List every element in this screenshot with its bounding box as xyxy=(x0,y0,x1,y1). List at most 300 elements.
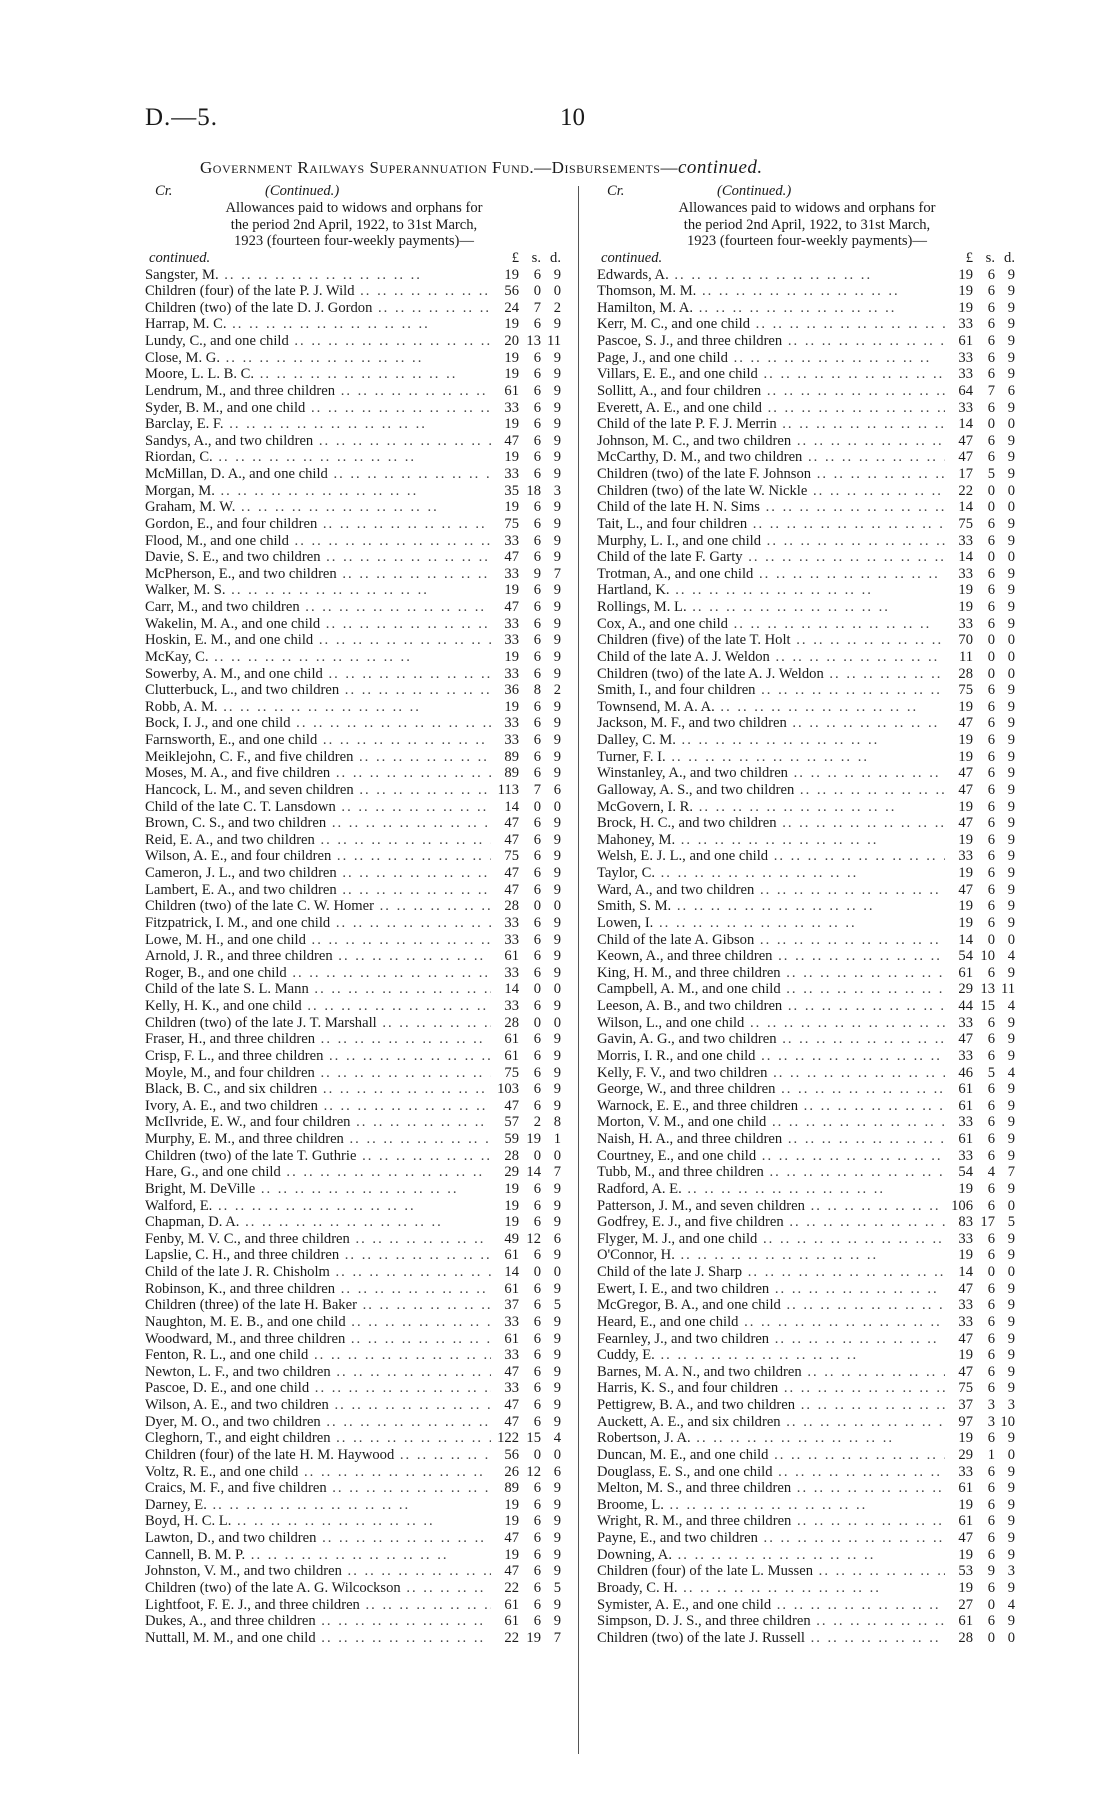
amount xyxy=(945,932,1017,949)
pounds-value: 57 xyxy=(504,1114,519,1131)
pence-value: 9 xyxy=(553,1180,561,1197)
recipient-name: Carr, M., and two children .. .. xyxy=(145,599,491,616)
pounds-value: 19 xyxy=(958,1496,973,1513)
allowance-row xyxy=(597,1281,1017,1298)
recipient-name: Harrap, M. C. .. .. xyxy=(145,316,491,333)
recipient-name: Wilson, A. E., and four children .. .. xyxy=(145,848,491,865)
amount xyxy=(945,1380,1017,1397)
recipient-name: Roger, B., and one child .. .. xyxy=(145,965,491,982)
amount xyxy=(491,981,563,998)
amount xyxy=(491,699,563,716)
pence-value: 0 xyxy=(553,798,561,815)
shillings-value: 6 xyxy=(987,1297,995,1314)
recipient-name: Payne, E., and two children .. .. xyxy=(597,1530,945,1547)
pounds-value: 36 xyxy=(504,682,519,699)
allowance-row xyxy=(145,1397,563,1414)
recipient-name: Downing, A. .. .. xyxy=(597,1547,945,1564)
pounds-value: 47 xyxy=(958,1530,973,1546)
pounds-value: 47 xyxy=(958,1031,973,1048)
allowance-row xyxy=(597,898,1017,915)
pence-value: 0 xyxy=(1007,1197,1015,1214)
recipient-name: Cox, A., and one child .. .. xyxy=(597,616,945,633)
amount xyxy=(491,1247,563,1264)
shillings-value: 6 xyxy=(533,316,541,333)
amount xyxy=(945,316,1017,333)
pence-value: 9 xyxy=(1007,1496,1015,1513)
pounds-value: 33 xyxy=(958,532,973,549)
amount xyxy=(945,965,1017,982)
pence-value: 9 xyxy=(1007,964,1015,981)
allowance-row xyxy=(597,1048,1017,1065)
pence-value: 0 xyxy=(1007,931,1015,948)
allowance-row xyxy=(145,1613,563,1630)
shillings-value: 6 xyxy=(533,532,541,549)
pence-value: 9 xyxy=(553,449,561,466)
amount xyxy=(491,1198,563,1215)
recipient-name: O'Connor, H. .. .. xyxy=(597,1247,945,1264)
pounds-value: 19 xyxy=(504,266,519,283)
recipient-name: Page, J., and one child .. .. xyxy=(597,350,945,367)
shillings-value: 6 xyxy=(533,1563,541,1580)
recipient-name: George, W., and three children .. .. xyxy=(597,1081,945,1098)
shillings-value: 6 xyxy=(533,931,541,948)
recipient-name: Close, M. G. .. .. xyxy=(145,350,491,367)
allowance-row xyxy=(597,483,1017,500)
shillings-value: 6 xyxy=(987,1480,995,1497)
recipient-name: Townsend, M. A. A. .. .. xyxy=(597,699,945,716)
amount xyxy=(491,666,563,683)
recipient-name: Simpson, D. J. S., and three children .. .. xyxy=(597,1613,945,1630)
allowance-row xyxy=(597,1380,1017,1397)
allowance-row xyxy=(145,350,563,367)
recipient-name: Voltz, R. E., and one child .. .. xyxy=(145,1464,491,1481)
pounds-value: 47 xyxy=(958,432,973,449)
pounds-value: 61 xyxy=(958,1097,973,1114)
allowance-row xyxy=(597,1181,1017,1198)
pounds-value: 20 xyxy=(504,333,519,349)
pence-value: 3 xyxy=(1007,1563,1015,1580)
pounds-value: 24 xyxy=(504,299,519,316)
allowance-row xyxy=(597,599,1017,616)
shillings-value: 6 xyxy=(533,1097,541,1114)
pence-value: 9 xyxy=(1007,914,1015,931)
shillings-value: 0 xyxy=(987,1264,995,1280)
recipient-name: Davie, S. E., and two children .. .. xyxy=(145,549,491,566)
title-main: Government Railways Superannuation Fund.—Disbursements— xyxy=(200,158,678,177)
pounds-value: 19 xyxy=(504,316,519,333)
pounds-value: 19 xyxy=(958,299,973,316)
allowance-row xyxy=(145,1597,563,1614)
pounds-value: 61 xyxy=(958,333,973,349)
allowance-row xyxy=(597,732,1017,749)
pounds-value: 75 xyxy=(504,848,519,865)
pence-value: 6 xyxy=(553,1230,561,1247)
recipient-name: Graham, M. W. .. .. xyxy=(145,499,491,516)
shillings-value: 6 xyxy=(533,549,541,566)
amount xyxy=(491,416,563,433)
shillings-value: 6 xyxy=(987,582,995,599)
amount xyxy=(945,1497,1017,1514)
allowance-row xyxy=(597,1630,1017,1647)
allowance-row xyxy=(145,1231,563,1248)
allowance-row xyxy=(145,549,563,566)
recipient-name: King, H. M., and three children .. .. xyxy=(597,965,945,982)
recipient-name: Edwards, A. .. .. xyxy=(597,267,945,284)
allowance-row xyxy=(597,749,1017,766)
amount xyxy=(491,267,563,284)
amount xyxy=(491,865,563,882)
pence-value: 9 xyxy=(553,815,561,832)
recipient-name: Black, B. C., and six children .. .. xyxy=(145,1081,491,1098)
shillings-value: 6 xyxy=(533,1596,541,1613)
pounds-value: 47 xyxy=(958,1330,973,1347)
recipient-name: McGregor, B. A., and one child .. .. xyxy=(597,1297,945,1314)
pounds-value: 29 xyxy=(958,981,973,998)
amount xyxy=(491,483,563,500)
page-title xyxy=(200,157,960,179)
recipient-name: Ewert, I. E., and two children .. .. xyxy=(597,1281,945,1298)
shillings-value: 6 xyxy=(987,1114,995,1131)
pence-value: 9 xyxy=(553,416,561,433)
pence-value: 9 xyxy=(1007,316,1015,333)
pence-value: 9 xyxy=(553,599,561,615)
recipient-name: Villars, E. E., and one child .. .. xyxy=(597,366,945,383)
pounds-value: 19 xyxy=(504,1214,519,1231)
allowance-row xyxy=(145,466,563,483)
shillings-value: 6 xyxy=(533,1197,541,1214)
pence-value: 7 xyxy=(553,565,561,582)
allowance-row xyxy=(597,300,1017,317)
pence-value: 0 xyxy=(553,898,561,915)
shillings-value: 6 xyxy=(533,366,541,383)
shillings-value: 6 xyxy=(533,831,541,848)
allowance-row xyxy=(597,1580,1017,1597)
allowance-row xyxy=(145,1447,563,1464)
amount xyxy=(491,898,563,915)
allowance-row xyxy=(597,666,1017,683)
pounds-value: 61 xyxy=(958,1613,973,1630)
credit-label: Cr. xyxy=(607,183,625,199)
allowance-row xyxy=(145,516,563,533)
amount xyxy=(945,1031,1017,1048)
pence-value: 9 xyxy=(1007,1613,1015,1630)
allowance-row xyxy=(597,1347,1017,1364)
allowance-row xyxy=(145,533,563,550)
allowance-row xyxy=(597,1297,1017,1314)
recipient-name: Children (two) of the late F. Johnson .. .. xyxy=(597,466,945,483)
allowance-row xyxy=(597,400,1017,417)
shillings-value: 6 xyxy=(533,632,541,649)
allowance-row xyxy=(597,1480,1017,1497)
pence-value: 9 xyxy=(1007,266,1015,283)
amount xyxy=(945,466,1017,483)
shillings-value: 6 xyxy=(533,732,541,748)
amount xyxy=(491,1065,563,1082)
amount xyxy=(491,1015,563,1032)
recipient-name: Leeson, A. B., and two children .. .. xyxy=(597,998,945,1015)
pence-value: 0 xyxy=(1007,665,1015,682)
pounds-value: 61 xyxy=(504,1596,519,1613)
pounds-value: 47 xyxy=(504,1363,519,1380)
shillings-value: 6 xyxy=(533,1397,541,1413)
pounds-value: 54 xyxy=(958,948,973,965)
recipient-name: Pettigrew, B. A., and two children .. .. xyxy=(597,1397,945,1414)
shillings-value: 6 xyxy=(533,648,541,665)
pounds-value: 47 xyxy=(504,1563,519,1580)
pounds-value: 75 xyxy=(504,1064,519,1081)
pounds-value: 19 xyxy=(958,1180,973,1197)
shillings-value: 0 xyxy=(987,499,995,516)
shillings-value: 6 xyxy=(533,349,541,366)
recipient-name: Pascoe, D. E., and one child .. .. xyxy=(145,1380,491,1397)
allowance-row xyxy=(597,267,1017,284)
pounds-value: 19 xyxy=(958,582,973,599)
heading-line: the period 2nd April, 1922, to 31st March, xyxy=(683,216,931,233)
allowance-row xyxy=(145,915,563,932)
recipient-name: Barclay, E. F. .. .. xyxy=(145,416,491,433)
shillings-value: 6 xyxy=(533,914,541,931)
pence-value: 3 xyxy=(1007,1397,1015,1413)
recipient-name: Clutterbuck, L., and two children .. .. xyxy=(145,682,491,699)
recipient-name: Morris, I. R., and one child .. .. xyxy=(597,1048,945,1065)
allowance-row xyxy=(145,1547,563,1564)
allowance-row xyxy=(145,333,563,350)
shillings-value: 0 xyxy=(987,549,995,566)
allowance-row xyxy=(597,1613,1017,1630)
amount xyxy=(491,1281,563,1298)
recipient-name: Children (four) of the late L. Mussen .. .. xyxy=(597,1563,945,1580)
shillings-value: 6 xyxy=(533,1380,541,1397)
amount xyxy=(945,366,1017,383)
amount xyxy=(945,449,1017,466)
allowance-row xyxy=(597,433,1017,450)
allowance-row xyxy=(145,1098,563,1115)
recipient-name: Pascoe, S. J., and three children .. .. xyxy=(597,333,945,350)
pounds-value: 47 xyxy=(504,549,519,566)
shillings-value: 6 xyxy=(987,333,995,349)
recipient-name: Ivory, A. E., and two children .. .. xyxy=(145,1098,491,1115)
shillings-value: 6 xyxy=(533,1180,541,1197)
pounds-value: 22 xyxy=(958,482,973,499)
shillings-value: 6 xyxy=(987,1330,995,1347)
pence-value: 9 xyxy=(1007,1530,1015,1546)
allowance-row xyxy=(597,981,1017,998)
pounds-value: 28 xyxy=(504,1147,519,1164)
pence-value: 9 xyxy=(553,865,561,881)
shillings-value: 6 xyxy=(987,1363,995,1380)
recipient-name: Welsh, E. J. L., and one child .. .. xyxy=(597,848,945,865)
recipient-name: Radford, A. E. .. .. xyxy=(597,1181,945,1198)
pence-value: 9 xyxy=(553,632,561,649)
pence-value: 9 xyxy=(1007,1230,1015,1247)
amount xyxy=(945,649,1017,666)
recipient-name: Nuttall, M. M., and one child .. .. xyxy=(145,1630,491,1647)
recipient-name: Arnold, J. R., and three children .. .. xyxy=(145,948,491,965)
shillings-value: 6 xyxy=(987,848,995,865)
recipient-name: Brown, C. S., and two children .. .. xyxy=(145,815,491,832)
shillings-value: 0 xyxy=(533,981,541,998)
pence-value: 9 xyxy=(1007,432,1015,449)
shillings-value: 2 xyxy=(533,1114,541,1131)
amount xyxy=(945,1563,1017,1580)
allowance-row xyxy=(145,765,563,782)
recipient-name: Bright, M. DeVille .. .. xyxy=(145,1181,491,1198)
currency-units xyxy=(945,250,1017,267)
recipient-name: Child of the late J. Sharp .. .. xyxy=(597,1264,945,1281)
pence-value: 9 xyxy=(553,1596,561,1613)
pounds-value: 19 xyxy=(504,1546,519,1563)
amount xyxy=(945,499,1017,516)
allowance-row xyxy=(597,1331,1017,1348)
pounds-value: 19 xyxy=(958,1347,973,1364)
pence-value: 9 xyxy=(1007,1363,1015,1380)
shillings-value: 6 xyxy=(987,781,995,798)
shillings-value: 6 xyxy=(987,1530,995,1546)
allowance-row xyxy=(145,1464,563,1481)
pence-value: 9 xyxy=(553,1397,561,1413)
shillings-value: 6 xyxy=(533,1513,541,1530)
pounds-value: 27 xyxy=(958,1596,973,1613)
recipient-name: Winstanley, A., and two children .. .. xyxy=(597,765,945,782)
pounds-value: 19 xyxy=(504,1180,519,1197)
heading-continued: continued. xyxy=(601,249,663,266)
amount xyxy=(945,1264,1017,1281)
pounds-value: 19 xyxy=(958,283,973,300)
shillings-value: 6 xyxy=(987,1579,995,1596)
allowance-row xyxy=(597,1513,1017,1530)
amount xyxy=(491,1264,563,1281)
amount xyxy=(491,1314,563,1331)
shillings-value: 6 xyxy=(987,1430,995,1447)
shillings-value: 6 xyxy=(987,1613,995,1630)
pounds-value: 33 xyxy=(958,1297,973,1314)
recipient-name: Hoskin, E. M., and one child .. .. xyxy=(145,632,491,649)
shillings-value: 6 xyxy=(987,532,995,549)
allowance-list xyxy=(597,267,1017,1647)
shillings-value: 6 xyxy=(987,865,995,881)
pounds-value: 33 xyxy=(504,964,519,981)
amount xyxy=(491,749,563,766)
recipient-name: Murphy, E. M., and three children .. .. xyxy=(145,1131,491,1148)
amount xyxy=(491,1081,563,1098)
amount xyxy=(945,1513,1017,1530)
shillings-value: 6 xyxy=(987,1047,995,1064)
amount xyxy=(491,1613,563,1630)
allowance-row xyxy=(145,316,563,333)
pounds-value: 113 xyxy=(497,781,519,798)
shillings-value: 6 xyxy=(987,1197,995,1214)
recipient-name: Child of the late J. R. Chisholm .. .. xyxy=(145,1264,491,1281)
shillings-value: 6 xyxy=(987,682,995,699)
pounds-value: 29 xyxy=(504,1164,519,1181)
allowance-row xyxy=(145,699,563,716)
shillings-value: 6 xyxy=(533,382,541,399)
pounds-value: 33 xyxy=(958,1114,973,1131)
pounds-value: 19 xyxy=(958,798,973,815)
amount xyxy=(491,1214,563,1231)
shillings-value: 6 xyxy=(987,1513,995,1530)
recipient-name: Hartland, K. .. .. xyxy=(597,582,945,599)
pounds-value: 61 xyxy=(958,1513,973,1530)
pence-value: 0 xyxy=(1007,1264,1015,1280)
pence-value: 9 xyxy=(1007,1147,1015,1164)
recipient-name: Chapman, D. A. .. .. xyxy=(145,1214,491,1231)
amount xyxy=(945,1630,1017,1647)
amount xyxy=(491,932,563,949)
recipient-name: Children (two) of the late A. G. Wilcockson .. .. xyxy=(145,1580,491,1597)
pence-value: 9 xyxy=(1007,798,1015,815)
pounds-value: 28 xyxy=(958,1629,973,1646)
pence-value: 0 xyxy=(553,1147,561,1164)
shillings-value: 6 xyxy=(987,765,995,782)
recipient-name: Wilson, A. E., and two children .. .. xyxy=(145,1397,491,1414)
pounds-value: 33 xyxy=(504,998,519,1014)
amount xyxy=(491,1447,563,1464)
allowance-row xyxy=(145,1048,563,1065)
amount xyxy=(491,848,563,865)
shillings-value: 6 xyxy=(987,898,995,915)
pounds-value: 33 xyxy=(958,1230,973,1247)
pounds-value: 28 xyxy=(504,1014,519,1031)
pounds-value: 47 xyxy=(958,715,973,732)
recipient-name: Patterson, J. M., and seven children .. .. xyxy=(597,1198,945,1215)
pence-value: 0 xyxy=(1007,416,1015,433)
pounds-value: 33 xyxy=(504,732,519,748)
amount xyxy=(491,882,563,899)
amount xyxy=(945,1297,1017,1314)
pence-value: 1 xyxy=(553,1131,561,1147)
pence-value: 9 xyxy=(553,1363,561,1380)
pence-value: 10 xyxy=(1000,1413,1015,1430)
pounds-value: 47 xyxy=(504,1413,519,1430)
pounds-value: 47 xyxy=(504,432,519,449)
allowance-row xyxy=(597,649,1017,666)
shillings-value: 6 xyxy=(533,499,541,516)
pence-value: 2 xyxy=(553,299,561,316)
allowance-row xyxy=(597,865,1017,882)
shillings-value: 6 xyxy=(533,416,541,433)
recipient-name: Farnsworth, E., and one child .. .. xyxy=(145,732,491,749)
recipient-name: Naish, H. A., and three children .. .. xyxy=(597,1131,945,1148)
shillings-value: 6 xyxy=(987,1097,995,1114)
pounds-value: 33 xyxy=(504,565,519,582)
amount xyxy=(491,765,563,782)
allowance-row xyxy=(145,749,563,766)
allowance-row xyxy=(597,915,1017,932)
section-heading xyxy=(597,200,1017,250)
recipient-name: Trotman, A., and one child .. .. xyxy=(597,566,945,583)
pence-value: 9 xyxy=(1007,399,1015,416)
pence-value: 9 xyxy=(553,532,561,549)
pounds-value: 54 xyxy=(958,1164,973,1181)
recipient-name: Symister, A. E., and one child .. .. xyxy=(597,1597,945,1614)
heading-line: 1923 (fourteen four-weekly payments)— xyxy=(233,233,475,249)
amount xyxy=(945,782,1017,799)
recipient-name: Lowen, I. .. .. xyxy=(597,915,945,932)
pounds-value: 19 xyxy=(958,898,973,915)
amount xyxy=(945,1480,1017,1497)
shillings-value: 6 xyxy=(533,1546,541,1563)
recipient-name: Dalley, C. M. .. .. xyxy=(597,732,945,749)
shillings-value: 6 xyxy=(987,1280,995,1297)
allowance-row xyxy=(145,998,563,1015)
allowance-row xyxy=(145,1297,563,1314)
shillings-value: 6 xyxy=(533,599,541,615)
shillings-value: 7 xyxy=(533,299,541,316)
pounds-value: 33 xyxy=(504,665,519,682)
amount xyxy=(491,649,563,666)
pence-value: 9 xyxy=(553,1413,561,1430)
